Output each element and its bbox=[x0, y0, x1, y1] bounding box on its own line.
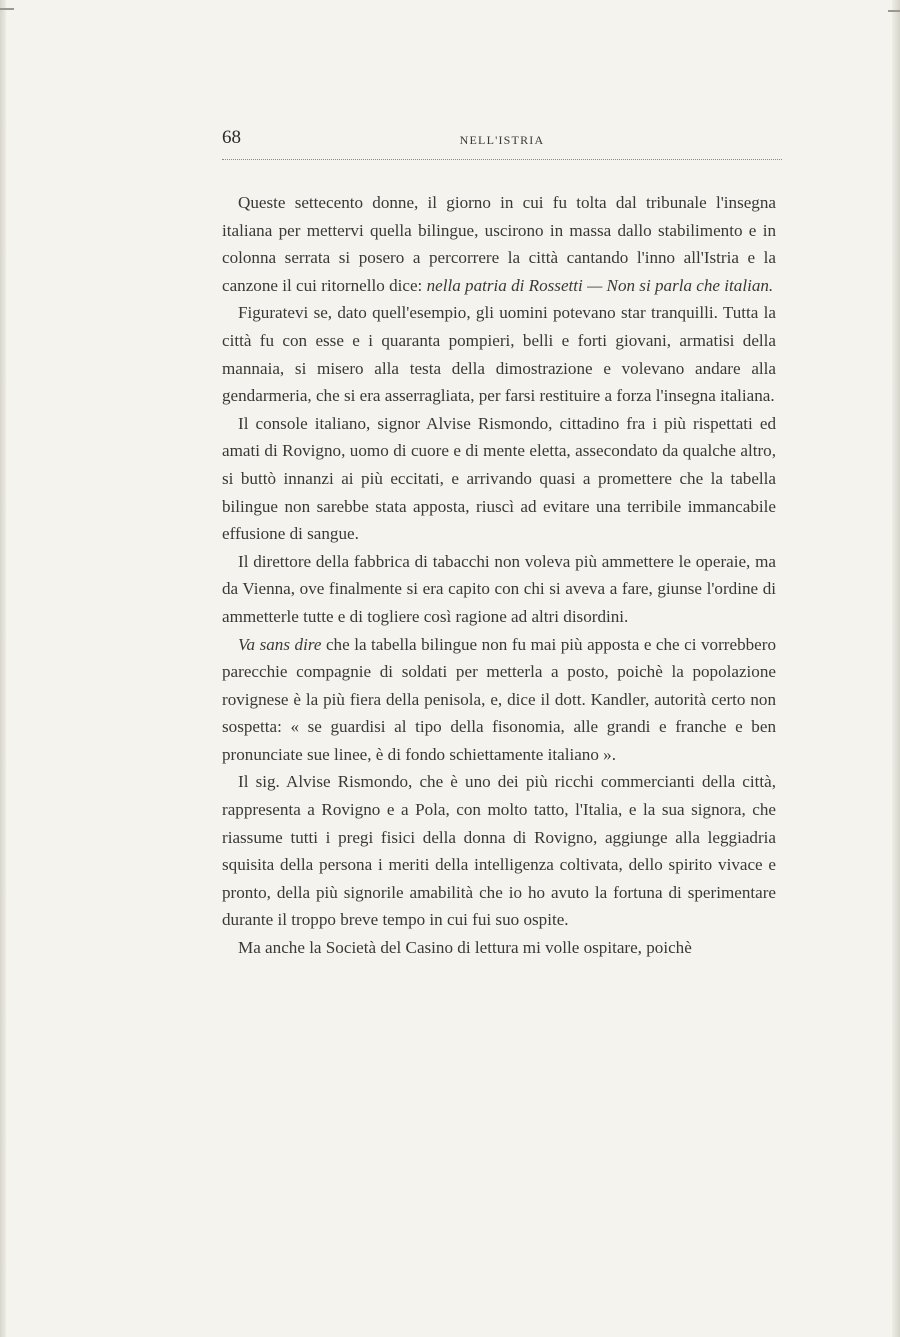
paragraph-text: Figuratevi se, dato quell'esempio, gli uomini potevano star tranquilli. Tutta la città fu con esse e i quaranta pompieri, belli e forti giovani, armatisi della mannaia, si misero alla testa della dimostrazione e volevano andare alla gendarmeria, che si era asserragliata, per farsi restituire a forza l'insegna italiana. bbox=[222, 303, 776, 406]
paragraph bbox=[222, 934, 776, 962]
corner-mark bbox=[888, 10, 900, 12]
page-number: 68 bbox=[222, 127, 241, 148]
paragraph-text: Il sig. Alvise Rismondo, che è uno dei più ricchi commercianti della città, rappresenta a Rovigno e a Pola, con molto tatto, l'Italia, e la sua signora, che riassume tutti i pregi fisici della donna di Rovigno, aggiunge alla leggiadria squisita della persona i meriti della intelligenza coltivata, dello spirito vivace e pronto, della più signorile amabilità che io ho avuto la fortuna di sperimentare durante il troppo breve tempo in cui fui suo ospite. bbox=[222, 772, 776, 930]
running-title: NELL'ISTRIA bbox=[459, 133, 545, 147]
paragraph-text-italic: nella patria di Rossetti — Non si parla che italian. bbox=[426, 275, 774, 295]
paragraph bbox=[222, 299, 776, 409]
paragraph-text: Il console italiano, signor Alvise Rismondo, cittadino fra i più rispettati ed amati di Rovigno, uomo di cuore e di mente eletta, assecondato da qualche altro, si buttò innanzi ai più eccitati, e arrivando quasi a promettere che la tabella bilingue non sarebbe stata apposta, riuscì ad evitare una terribile immancabile effusione di sangue. bbox=[222, 413, 776, 544]
corner-mark bbox=[0, 8, 14, 10]
page-edge-right bbox=[892, 0, 900, 1337]
page-header bbox=[222, 127, 782, 161]
paragraph bbox=[222, 410, 776, 548]
body-text bbox=[222, 189, 776, 962]
paragraph bbox=[222, 189, 776, 299]
header-rule bbox=[222, 159, 782, 160]
paragraph bbox=[222, 768, 776, 934]
paragraph-text: Il direttore della fabbrica di tabacchi non voleva più ammettere le operaie, ma da Vienna, ove finalmente si era capito con chi si aveva a fare, giunse l'ordine di ammetterle tutte e di togliere così ragione ad altri disordini. bbox=[222, 551, 776, 626]
paragraph-text: Queste settecento donne, il giorno in cui fu tolta dal tribunale l'insegna italiana per mettervi quella bilingue, uscirono in massa dallo stabilimento e in colonna serrata si posero a percorrere la città cantando l'inno all'Istria e la canzone il cui ritornello dice: bbox=[222, 193, 776, 295]
book-page bbox=[6, 0, 892, 1337]
paragraph bbox=[222, 631, 776, 769]
paragraph bbox=[222, 548, 776, 631]
paragraph-text-italic: Va sans dire bbox=[238, 634, 322, 654]
paragraph-text: che la tabella bilingue non fu mai più apposta e che ci vorrebbero parecchie compagnie di soldati per metterla a posto, poichè la popolazione rovignese è la più fiera della penisola, e, dice il dott. Kandler, autorità certo non sospetta: « se guardisi al tipo della fisonomia, alle grandi e franche e ben pronunciate sue linee, è di fondo schiettamente italiano ». bbox=[222, 634, 776, 764]
paragraph-text: Ma anche la Società del Casino di lettura mi volle ospitare, poichè bbox=[238, 938, 692, 958]
